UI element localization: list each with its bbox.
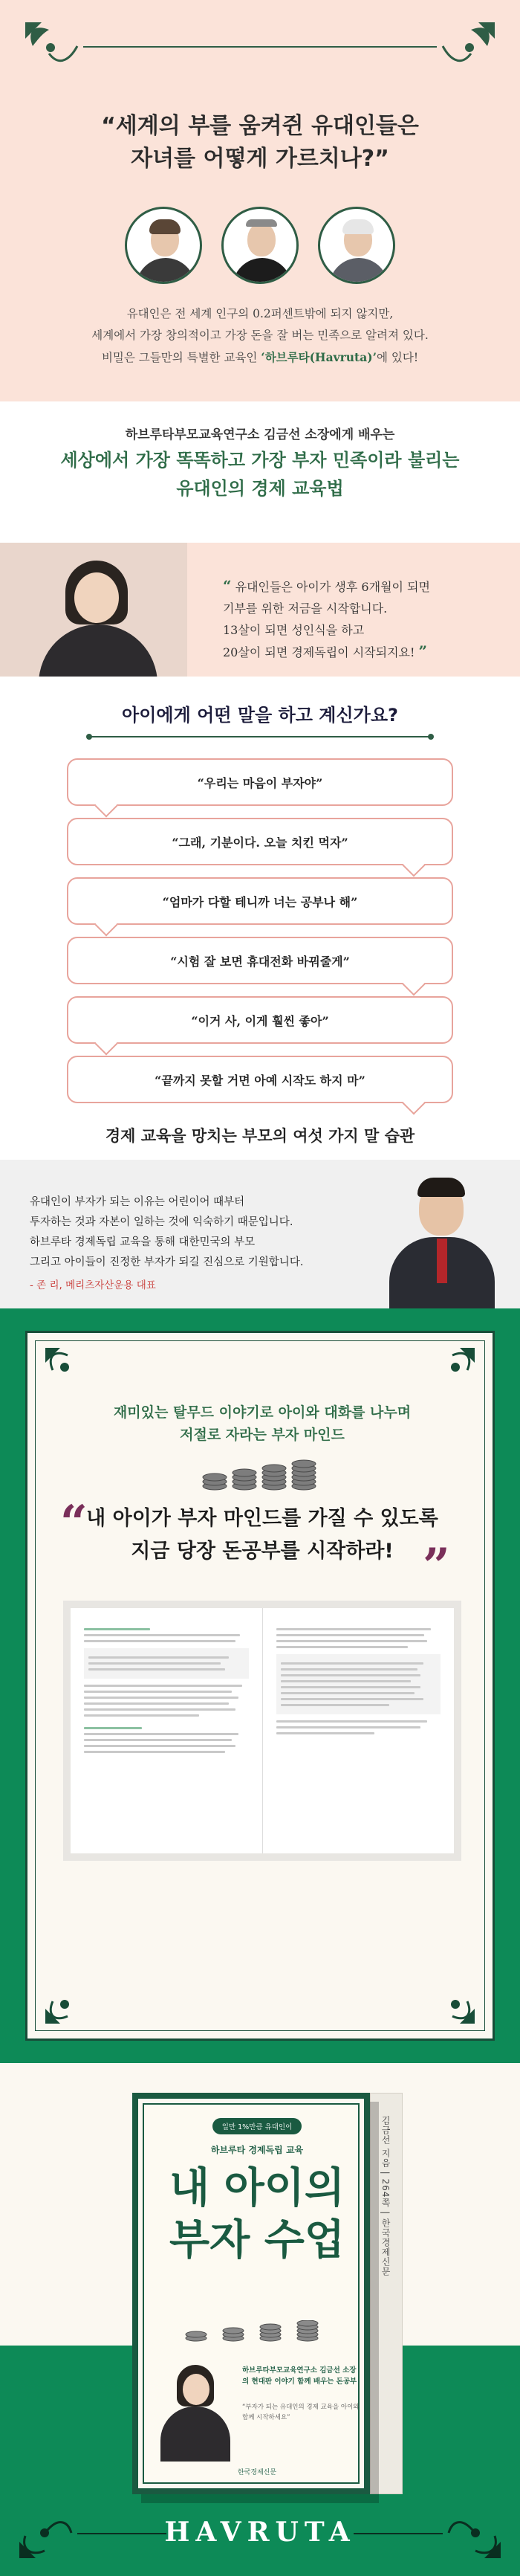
ornament-corner-icon (19, 16, 82, 79)
book-author-photo (153, 2357, 235, 2462)
recommendation-line: 투자하는 것과 자본이 일하는 것에 익숙하기 때문입니다. (30, 1216, 293, 1228)
band-small-text: 하브루타부모교육연구소 김금선 소장에게 배우는 (125, 427, 395, 442)
author-photo (0, 543, 187, 677)
ornament-corner-icon (438, 16, 501, 79)
book-blurb: 하브루타부모교육연구소 김금선 소장의 현대판 이야기 함께 배우는 돈공부 (242, 2366, 357, 2386)
recommendation-line: 그리고 아이들이 진정한 부자가 되길 진심으로 기원합니다. (30, 1256, 304, 1268)
quote-line: 13살이 되면 성인식을 하고 (223, 623, 365, 637)
author-quote-section (0, 543, 520, 677)
divider (89, 736, 431, 737)
havruta-highlight: ‘하브루타(Havruta)’ (261, 350, 377, 364)
hero-body-text: 비밀은 그들만의 특별한 교육인 (101, 351, 261, 364)
hero-body (0, 303, 520, 369)
book-page-right (262, 1608, 455, 1853)
portrait-row (0, 207, 520, 284)
recommendation-text (30, 1192, 379, 1296)
speech-bubble (67, 937, 453, 984)
footer-brand: HAVRUTA (164, 2517, 356, 2548)
recommendation-section (0, 1160, 520, 1308)
book-title (144, 2163, 370, 2267)
coin-stack-icon (174, 2320, 337, 2343)
book-cover-section (0, 2063, 520, 2576)
hero-body-line (0, 346, 520, 369)
book-page-left (71, 1608, 262, 1853)
subtitle-band (0, 401, 520, 543)
book-pill-label: 일만 1%만큼 유대인이 (212, 2118, 302, 2134)
hero-body-line: 세계에서 가장 창의적이고 가장 돈을 잘 버는 민족으로 알려져 있다. (91, 329, 429, 342)
frame-lead-line: 저절로 자라는 부자 마인드 (180, 1427, 345, 1443)
speech-bubble-text: “끝까지 못할 거면 아예 시작도 하지 마” (155, 1073, 365, 1088)
hero-title (0, 110, 520, 175)
portrait-photo (318, 207, 395, 284)
book-spread-pages (71, 1608, 454, 1853)
speech-bubble (67, 818, 453, 865)
book-spread-preview (63, 1601, 461, 1861)
band-big-text: 유대인의 경제 교육법 (176, 478, 344, 499)
speech-bubble-text: “이거 사, 이게 훨씬 좋아” (191, 1013, 329, 1028)
ornate-frame (25, 1331, 495, 2041)
hero-body-line: 유대인은 전 세계 인구의 0.2퍼센트밖에 되지 않지만, (126, 307, 394, 320)
book-spine-text: 김금선 지음 | 264쪽 | 한국경제신문 (380, 2116, 391, 2277)
ornament-corner-icon (42, 1982, 87, 2027)
frame-headline (27, 1495, 497, 1568)
book-preview-section (0, 1308, 520, 2063)
ornament-corner-icon (433, 1345, 478, 1389)
book-title-line: 내 아이의 (169, 2164, 345, 2212)
ornament-corner-icon (42, 1345, 87, 1389)
book-spine (370, 2093, 403, 2494)
quote-line: 기부를 위한 저금을 시작합니다. (223, 601, 388, 616)
quote-close-mark: ” (423, 1538, 450, 1594)
portrait-photo (221, 207, 299, 284)
quote-open-mark: “ (60, 1495, 88, 1551)
frame-lead (27, 1401, 497, 1446)
recommender-photo (386, 1160, 498, 1308)
frame-lead-line: 재미있는 탈무드 이야기로 아이와 대화를 나누며 (113, 1404, 412, 1421)
hero-title-line: 자녀를 어떻게 가르치나?” (131, 146, 389, 172)
quote-open-mark: “ (223, 577, 232, 595)
speech-bubble-text: “그래, 기분이다. 오늘 치킨 먹자” (172, 835, 348, 850)
book-title-line: 부자 수업 (169, 2216, 345, 2265)
speech-bubble-text: “우리는 마음이 부자야” (197, 775, 323, 790)
habits-section (0, 677, 520, 1160)
book-blurb-quote: “부자가 되는 유대인의 경제 교육을 아이와 함께 시작하세요” (242, 2404, 360, 2421)
recommendation-line: 유대인이 부자가 되는 이유는 어린이어 때부터 (30, 1196, 245, 1208)
book-series: 하브루타 경제독립 교육 (210, 2145, 304, 2155)
quote-line: 20살이 되면 경제독립이 시작되지요! (223, 645, 415, 659)
quote-close-mark: ” (418, 642, 428, 660)
author-quote (223, 575, 505, 663)
book-cover (132, 2093, 370, 2494)
speech-bubble-text: “시험 잘 보면 휴대전화 바꿔줄게” (170, 954, 350, 969)
frame-headline-line: 내 아이가 부자 마인드를 가질 수 있도록 (86, 1507, 438, 1530)
recommendation-signature: - 존 리, 메리츠자산운용 대표 (30, 1279, 156, 1291)
divider (83, 46, 437, 48)
hero-body-text: 에 있다! (376, 351, 419, 364)
speech-bubble (67, 877, 453, 925)
speech-bubble (67, 1056, 453, 1103)
hero-title-line: “세계의 부를 움켜쥔 유대인들은 (101, 113, 419, 139)
habits-title: 아이에게 어떤 말을 하고 계신가요? (122, 705, 398, 726)
portrait-photo (125, 207, 202, 284)
habits-footer: 경제 교육을 망치는 부모의 여섯 가지 말 습관 (105, 1126, 415, 1145)
recommendation-line: 하브루타 경제독립 교육을 통해 대한민국의 부모 (30, 1236, 256, 1248)
coin-stack-icon (200, 1459, 326, 1492)
hero-section (0, 0, 520, 401)
speech-bubble-text: “엄마가 다할 테니까 너는 공부나 해” (162, 894, 358, 909)
book-publisher: 한국경제신문 (237, 2469, 277, 2476)
speech-bubble (67, 758, 453, 806)
quote-line: 유대인들은 아이가 생후 6개월이 되면 (235, 580, 430, 594)
band-big-text: 세상에서 가장 똑똑하고 가장 부자 민족이라 불리는 (60, 450, 460, 471)
speech-bubble (67, 996, 453, 1044)
frame-headline-line: 지금 당장 돈공부를 시작하라! (131, 1540, 394, 1563)
ornament-corner-icon (433, 1982, 478, 2027)
